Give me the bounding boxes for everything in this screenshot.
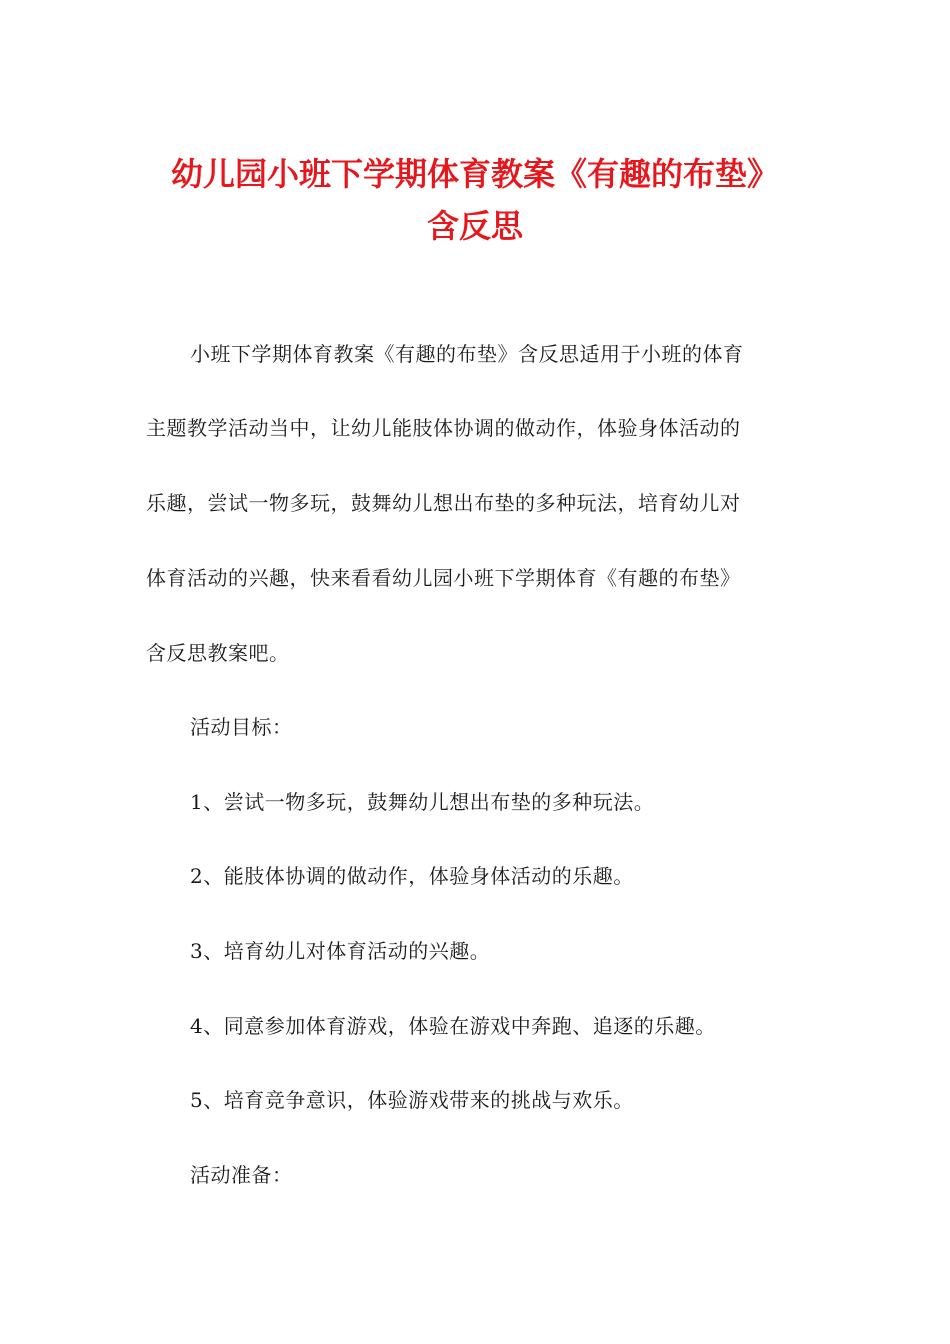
goal-item-2: 2、能肢体协调的做动作，体验身体活动的乐趣。: [190, 864, 634, 888]
intro-line-4: 体育活动的兴趣，快来看看幼儿园小班下学期体育《有趣的布垫》: [146, 566, 741, 590]
intro-line-3: 乐趣，尝试一物多玩，鼓舞幼儿想出布垫的多种玩法，培育幼儿对: [146, 491, 741, 515]
title-line-1: 幼儿园小班下学期体育教案《有趣的布垫》: [170, 155, 779, 193]
goal-item-3: 3、培育幼儿对体育活动的兴趣。: [190, 939, 491, 963]
intro-line-2: 主题教学活动当中，让幼儿能肢体协调的做动作，体验身体活动的: [146, 416, 741, 440]
document-title: [120, 148, 830, 252]
intro-line-5: 含反思教案吧。: [146, 641, 290, 665]
goal-item-5: 5、培育竞争意识，体验游戏带来的挑战与欢乐。: [190, 1088, 634, 1112]
goal-item-4: 4、同意参加体育游戏，体验在游戏中奔跑、追逐的乐趣。: [190, 1014, 716, 1038]
intro-line-1: 小班下学期体育教案《有趣的布垫》含反思适用于小班的体育: [190, 342, 744, 366]
title-line-2: 含反思: [426, 207, 523, 245]
goals-heading: 活动目标：: [190, 715, 293, 739]
goal-item-1: 1、尝试一物多玩，鼓舞幼儿想出布垫的多种玩法。: [190, 790, 655, 814]
prep-heading: 活动准备：: [190, 1163, 293, 1187]
